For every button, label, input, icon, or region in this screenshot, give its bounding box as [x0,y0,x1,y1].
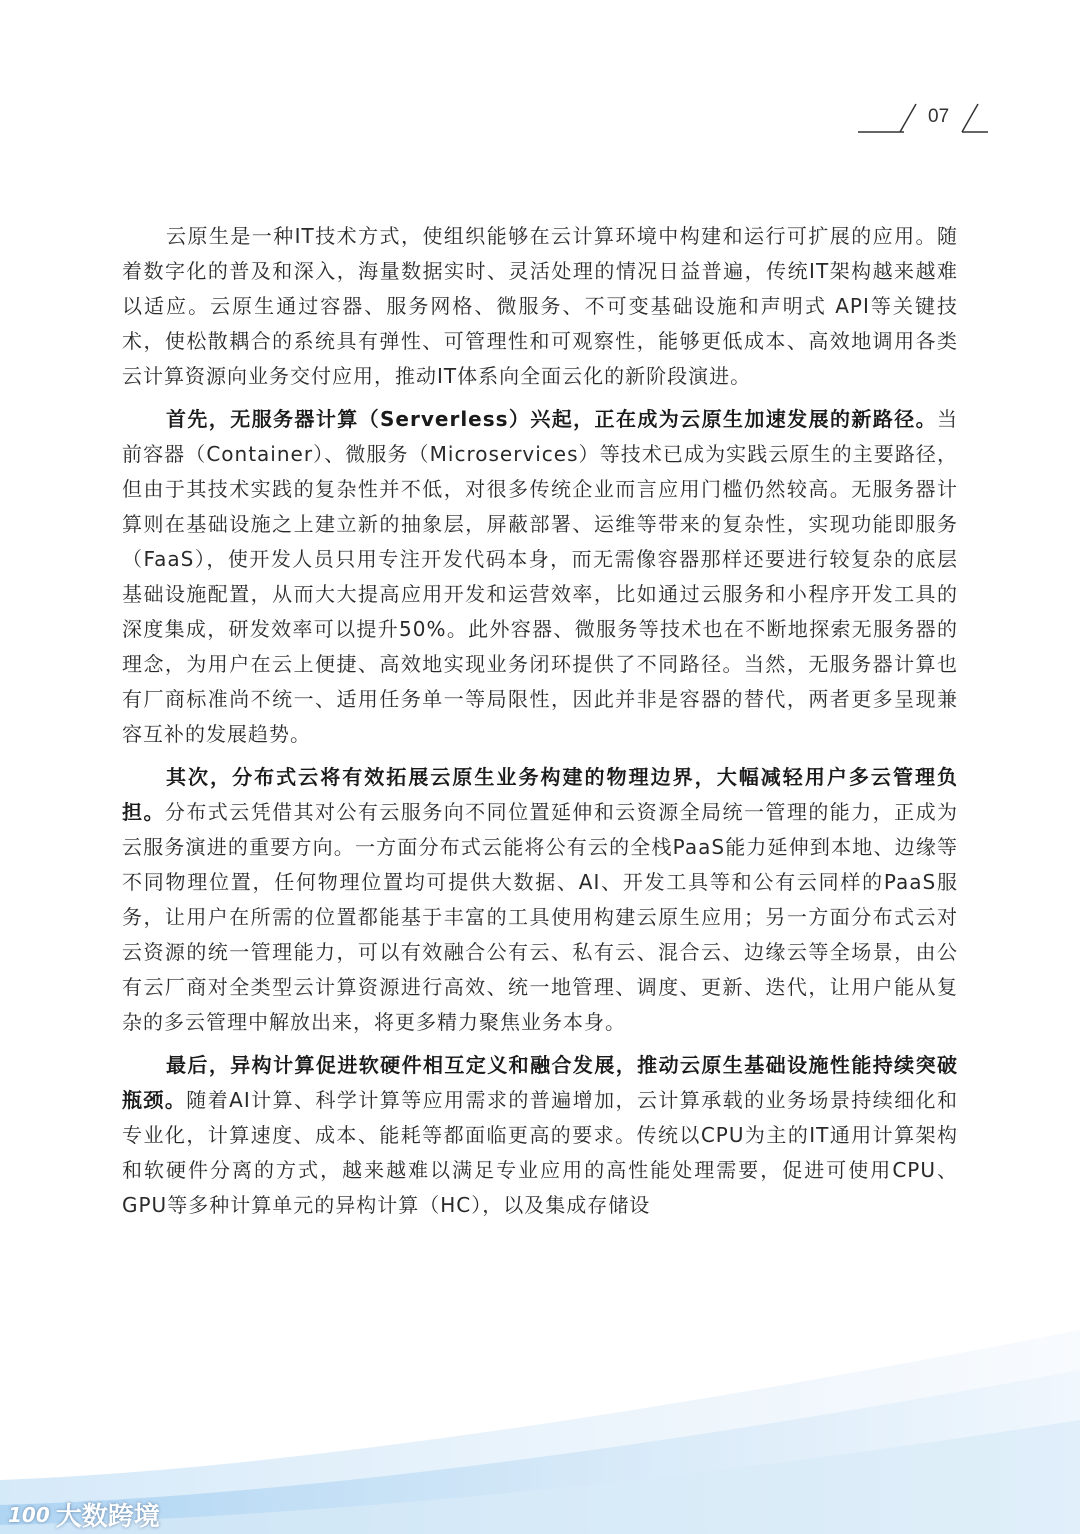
paragraph-lead: 其次，分布式云将有效拓展云原生业务构建的物理边界，大幅减轻用户多云管理负担。 [122,765,958,824]
paragraph-lead: 首先，无服务器计算（Serverless）兴起，正在成为云原生加速发展的新路径。 [166,407,937,431]
paragraph-serverless [122,402,958,752]
paragraph-text: 分布式云凭借其对公有云服务向不同位置延伸和云资源全局统一管理的能力，正成为云服务演进的重要方向。一方面分布式云能将公有云的全栈PaaS能力延伸到本地、边缘等不同物理位置，任何物理位置均可提供大数据、AI、开发工具等和公有云同样的PaaS服务，让用户在所需的位置都能基于丰富的工具使用构建云原生应用；另一方面分布式云对云资源的统一管理能力，可以有效融合公有云、私有云、混合云、边缘云等全场景，由公有云厂商对全类型云计算资源进行高效、统一地管理、调度、更新、迭代，让用户能从复杂的多云管理中解放出来，将更多精力聚焦业务本身。 [122,800,959,1034]
paragraph-lead: 最后，异构计算促进软硬件相互定义和融合发展，推动云原生基础设施性能持续突破瓶颈。 [122,1053,958,1112]
watermark-text: 大数跨境 [55,1502,160,1532]
page-number-header [858,98,990,138]
paragraph-intro [122,219,958,394]
paragraph-distributed-cloud [122,760,958,1040]
watermark-logo: 100 [8,1502,50,1527]
watermark [8,1496,160,1533]
header-slash-lines [858,98,990,138]
paragraph-text: 随着AI计算、科学计算等应用需求的普遍增加，云计算承载的业务场景持续细化和专业化，计算速度、成本、能耗等都面临更高的要求。传统以CPU为主的IT通用计算架构和软硬件分离的方式，越来越难以满足专业应用的高性能处理需要，促进可使用CPU、GPU等多种计算单元的异构计算（HC），以及集成存储设 [122,1088,958,1217]
paragraph-text: 云原生是一种IT技术方式，使组织能够在云计算环境中构建和运行可扩展的应用。随着数字化的普及和深入，海量数据实时、灵活处理的情况日益普遍，传统IT架构越来越难以适应。云原生通过容器、服务网格、微服务、不可变基础设施和声明式 API等关键技术，使松散耦合的系统具有弹性、可管理性和可观察性，能够更低成本、高效地调用各类云计算资源向业务交付应用，推动IT体系向全面云化的新阶段演进。 [122,224,958,388]
page-number: 07 [928,106,950,127]
footer-wave-decoration [0,1330,1080,1534]
paragraph-heterogeneous-computing [122,1048,958,1223]
body-text [122,219,958,1231]
paragraph-text: 当前容器（Container）、微服务（Microservices）等技术已成为实践云原生的主要路径，但由于其技术实践的复杂性并不低，对很多传统企业而言应用门槛仍然较高。无服务器计算则在基础设施之上建立新的抽象层，屏蔽部署、运维等带来的复杂性，实现功能即服务（FaaS），使开发人员只用专注开发代码本身，而无需像容器那样还要进行较复杂的底层基础设施配置，从而大大提高应用开发和运营效率，比如通过云服务和小程序开发工具的深度集成，研发效率可以提升50%。此外容器、微服务等技术也在不断地探索无服务器的理念，为用户在云上便捷、高效地实现业务闭环提供了不同路径。当然，无服务器计算也有厂商标准尚不统一、适用任务单一等局限性，因此并非是容器的替代，两者更多呈现兼容互补的发展趋势。 [122,407,958,746]
